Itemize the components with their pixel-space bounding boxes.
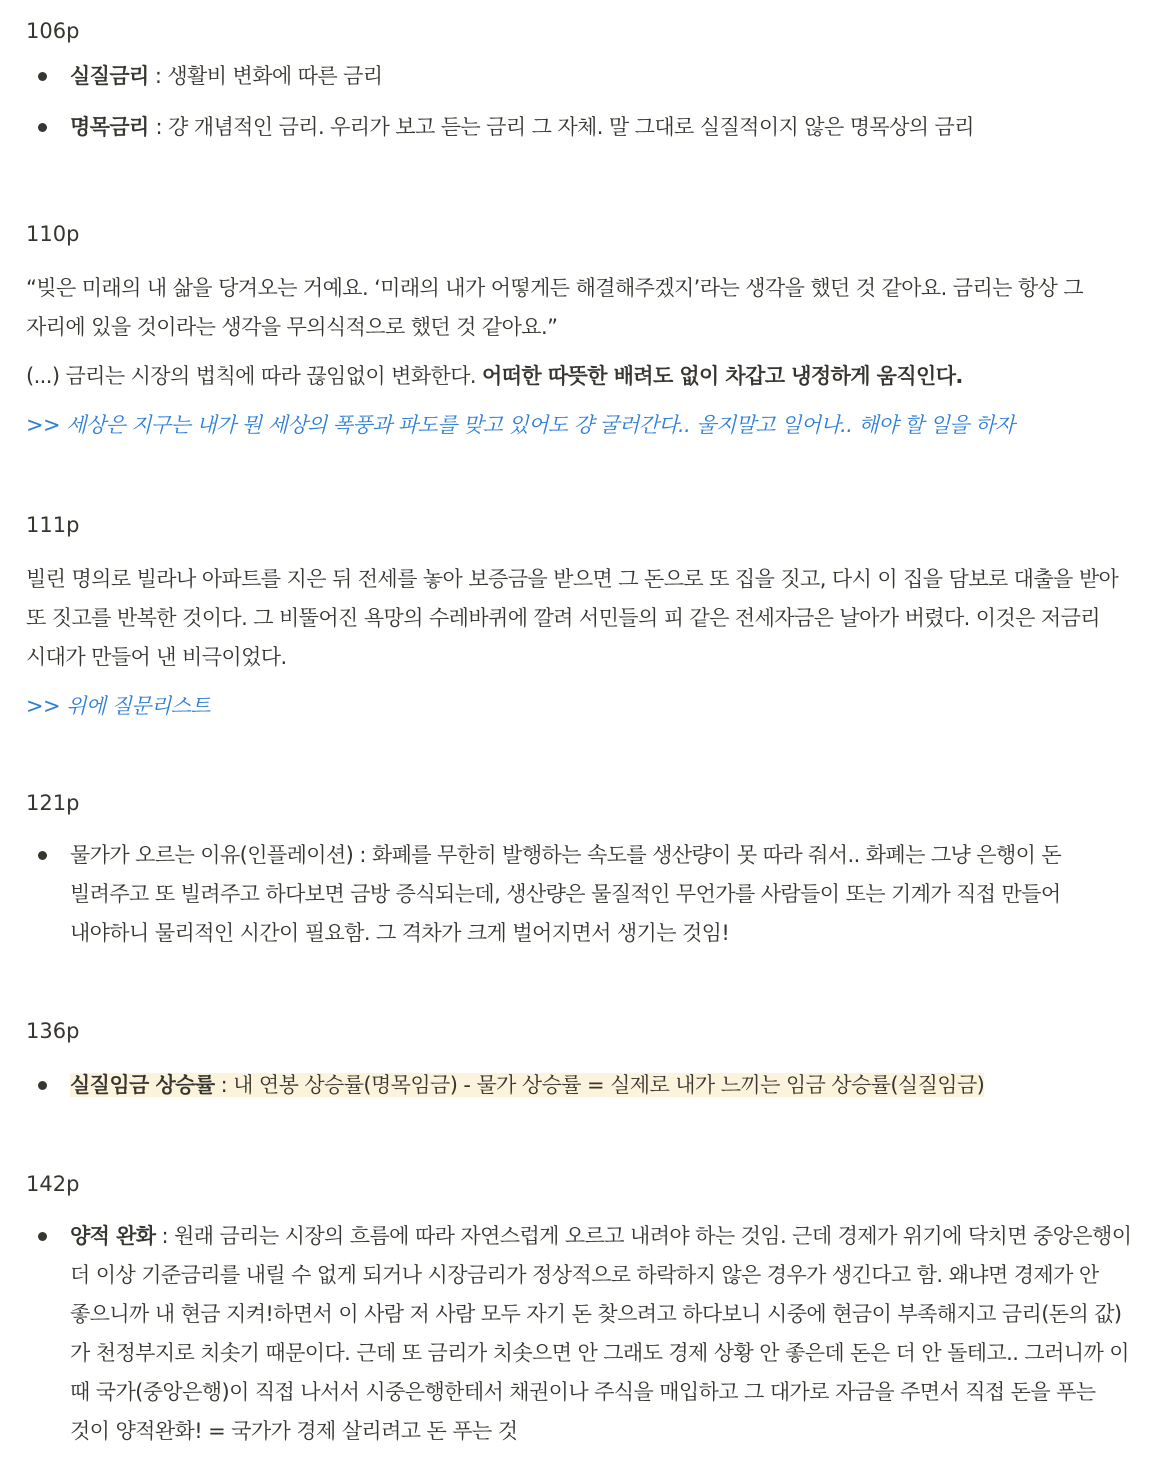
page-heading-110: 110p — [26, 222, 80, 246]
list-item — [26, 1217, 1136, 1451]
section-136 — [26, 1016, 1136, 1106]
section-142 — [26, 1169, 1136, 1451]
quote-paragraph: “빚은 미래의 내 삶을 당겨오는 거예요. ‘미래의 내가 어떻게든 해결해주겠지’라는 생각을 했던 것 같아요. 금리는 항상 그 자리에 있을 것이라는 생각을 무의식적으로 했던 것 같아요.” — [26, 276, 1084, 339]
definition-text: : 내 연봉 상승률(명목임금) - 물가 상승률 = 실제로 내가 느끼는 임금 상승률(실질임금) — [214, 1073, 985, 1097]
page-heading-121: 121p — [26, 791, 80, 815]
bullet-list-106 — [26, 56, 1136, 148]
page-heading-142: 142p — [26, 1172, 80, 1196]
bullet-dot-icon — [38, 1081, 47, 1090]
section-110 — [26, 219, 1136, 445]
list-item — [26, 56, 1136, 97]
jeonse-paragraph: 빌린 명의로 빌라나 아파트를 지은 뒤 전세를 놓아 보증금을 받으면 그 돈으로 또 집을 짓고, 다시 이 집을 담보로 대출을 받아 또 짓고를 반복한 것이다. 그 비뚤어진 욕망의 수레바퀴에 깔려 서민들의 피 같은 전세자금은 날아가 버렸다. 이것은 저금리 시대가 만들어 낸 비극이었다. — [26, 567, 1119, 669]
inflation-text: 물가가 오르는 이유(인플레이션) : 화폐를 무한히 발행하는 속도를 생산량이 못 따라 줘서.. 화폐는 그냥 은행이 돈 빌려주고 또 빌려주고 하다보면 금방 증식되는데, 생산량은 물질적인 무언가를 사람들이 또는 기계가 직접 만들어 내야하니 물리적인 시간이 필요함. 그 격차가 크게 벌어지면서 생기는 것임! — [70, 843, 1062, 945]
definition-text: : 생활비 변화에 따른 금리 — [148, 64, 383, 88]
paragraph-plain-text: (...) 금리는 시장의 법칙에 따라 끊임없이 변화한다. — [26, 364, 483, 388]
section-111 — [26, 510, 1136, 726]
reflection-note: >> 세상은 지구는 내가 뭔 세상의 폭풍과 파도를 맞고 있어도 걍 굴러간다.. 울지말고 일어나.. 해야 할 일을 하자 — [26, 413, 1015, 437]
section-106 — [26, 16, 1136, 148]
bullet-dot-icon — [38, 851, 47, 860]
bullet-dot-icon — [38, 1232, 47, 1241]
list-item — [26, 107, 1136, 148]
term-real-wage-growth: 실질임금 상승률 — [70, 1073, 215, 1097]
definition-text: : 걍 개념적인 금리. 우리가 보고 듣는 금리 그 자체. 말 그대로 실질적이지 않은 명목상의 금리 — [155, 115, 974, 139]
page-heading-136: 136p — [26, 1019, 80, 1043]
bullet-list-142 — [26, 1217, 1136, 1451]
bullet-dot-icon — [38, 72, 47, 81]
list-item — [26, 836, 1136, 953]
page-heading-111: 111p — [26, 513, 80, 537]
question-list-note: >> 위에 질문리스트 — [26, 694, 210, 718]
paragraph-bold-text: 어떠한 따뜻한 배려도 없이 차갑고 냉정하게 움직인다. — [482, 364, 963, 388]
bullet-dot-icon — [38, 123, 47, 132]
term-quantitative-easing: 양적 완화 — [70, 1224, 156, 1248]
definition-text: : 원래 금리는 시장의 흐름에 따라 자연스럽게 오르고 내려야 하는 것임. 근데 경제가 위기에 닥치면 중앙은행이 더 이상 기준금리를 내릴 수 없게 되거나 시장금리가 정상적으로 하락하지 않은 경우가 생긴다고 함. 왜냐면 경제가 안 좋으니까 내 현금 지켜!하면서 이 사람 저 사람 모두 자기 돈 찾으려고 하다보니 시중에 현금이 부족해지고 금리(돈의 값)가 천정부지로 치솟기 때문이다. 근데 또 금리가 치솟으면 안 그래도 경제 상황 안 좋은데 돈은 더 안 돌테고.. 그러니까 이 때 국가(중앙은행)이 직접 나서서 시중은행한테서 채권이나 주식을 매입하고 그 대가로 자금을 주면서 직접 돈을 푸는 것이 양적완화! = 국가가 경제 살리려고 돈 푸는 것 — [70, 1224, 1132, 1443]
law-paragraph — [26, 357, 1136, 396]
highlighted-definition — [70, 1073, 984, 1097]
page-heading-106: 106p — [26, 19, 80, 43]
bullet-list-121 — [26, 836, 1136, 953]
section-121 — [26, 788, 1136, 953]
term-real-interest: 실질금리 — [70, 64, 149, 88]
list-item — [26, 1065, 1136, 1106]
bullet-list-136 — [26, 1065, 1136, 1106]
term-nominal-interest: 명목금리 — [70, 115, 156, 139]
